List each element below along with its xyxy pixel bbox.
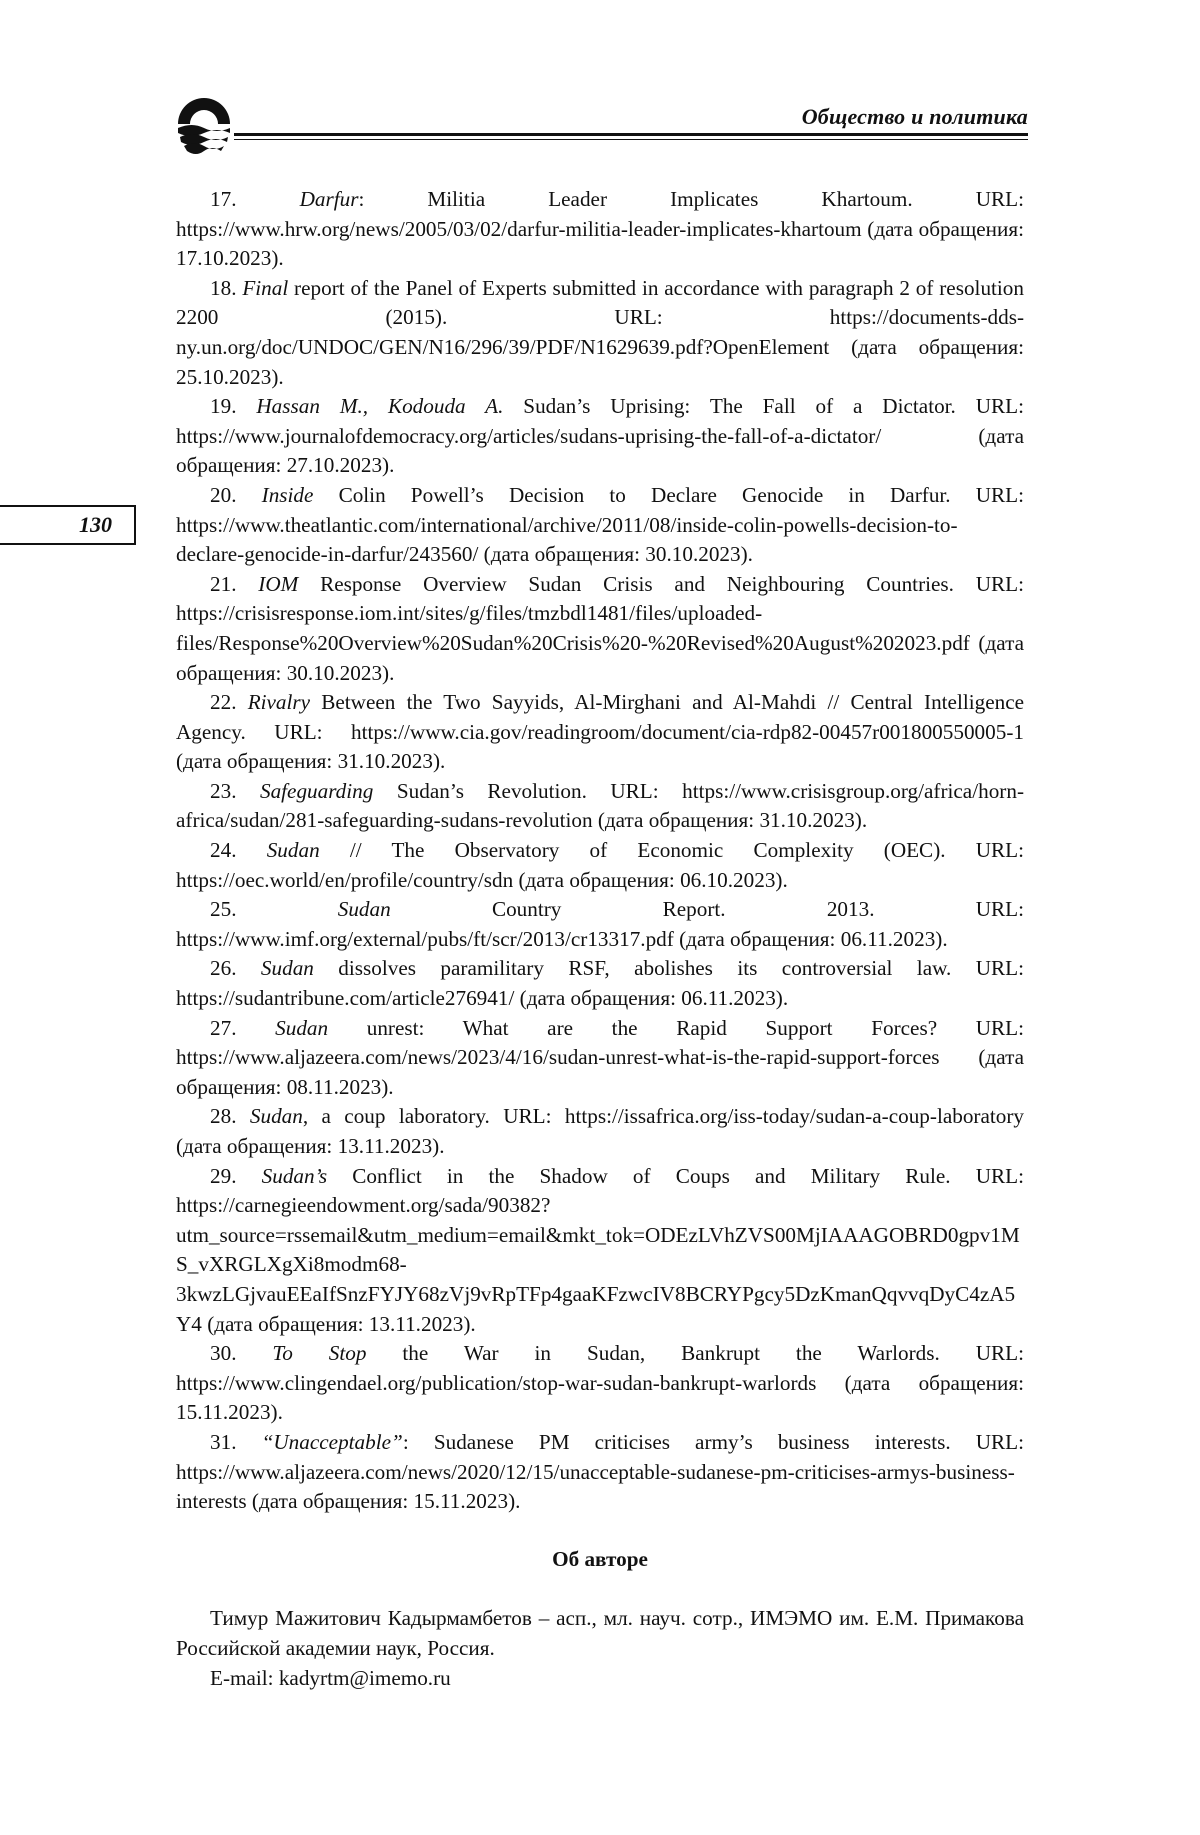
reference-item: [176, 1102, 1024, 1161]
page-number: 130: [0, 505, 136, 545]
reference-item: [176, 895, 1024, 954]
reference-number: 22.: [210, 690, 237, 715]
page-content: [176, 185, 1024, 1693]
reference-number: 19.: [210, 394, 237, 419]
reference-number: 26.: [210, 956, 237, 981]
reference-lead: “Unacceptable”: [261, 1429, 403, 1454]
reference-lead: To Stop: [272, 1341, 367, 1366]
header-rule-thin: [234, 139, 1028, 140]
reference-lead: Hassan M., Kodouda A.: [256, 394, 504, 419]
reference-item: [176, 836, 1024, 895]
reference-text: report of the Panel of Experts submitted in accordance with paragraph 2 of resolution 2200 (2015). URL: https://documents-dds-ny.un.org/doc/UNDOC/GEN/N16/296/39/PDF/N1629639.pdf?OpenElement (дата обращения: 25.10.2023).: [176, 275, 1024, 389]
reference-lead: Sudan: [249, 1104, 303, 1129]
reference-text: the War in Sudan, Bankrupt the Warlords. URL: https://www.clingendael.org/publication/stop-war-sudan-bankrupt-warlords (дата обращения: 15.11.2023).: [176, 1341, 1024, 1425]
reference-number: 31.: [210, 1429, 237, 1454]
reference-item: [176, 392, 1024, 481]
reference-lead: Rivalry: [247, 690, 311, 715]
reference-item: [176, 1162, 1024, 1340]
about-author-text: Тимур Мажитович Кадырмамбетов – асп., мл. науч. сотр., ИМЭМО им. Е.М. Примакова Российской академии наук, Россия.: [176, 1606, 1024, 1660]
reference-number: 23.: [210, 778, 237, 803]
running-title: Общество и политика: [801, 104, 1028, 129]
reference-item: [176, 1339, 1024, 1428]
reference-number: 21.: [210, 571, 237, 596]
reference-list: [176, 185, 1024, 1517]
reference-number: 30.: [210, 1341, 237, 1366]
reference-item: [176, 274, 1024, 392]
reference-lead: Safeguarding: [259, 778, 374, 803]
about-author-email: E-mail: kadyrtm@imemo.ru: [210, 1665, 451, 1690]
reference-text: Sudan’s Revolution. URL: https://www.crisisgroup.org/africa/horn-africa/sudan/281-safeguarding-sudans-revolution (дата обращения: 31.10.2023).: [176, 778, 1024, 833]
reference-lead: IOM: [258, 571, 299, 596]
reference-text: unrest: What are the Rapid Support Forces? URL: https://www.aljazeera.com/news/2023/4/16/sudan-unrest-what-is-the-rapid-support-forces (дата обращения: 08.11.2023).: [176, 1015, 1024, 1099]
reference-lead: Sudan: [275, 1015, 329, 1040]
reference-lead: Sudan’s: [261, 1163, 328, 1188]
reference-text: : Sudanese PM criticises army’s business interests. URL: https://www.aljazeera.com/news/2020/12/15/unacceptable-sudanese-pm-criticises-armys-business-interests (дата обращения: 15.11.2023).: [176, 1429, 1025, 1514]
reference-number: 28.: [210, 1104, 237, 1129]
reference-number: 20.: [210, 482, 237, 507]
reference-number: 17.: [210, 187, 237, 211]
reference-number: 18.: [210, 275, 237, 300]
reference-text: , a coup laboratory. URL: https://issafrica.org/iss-today/sudan-a-coup-laboratory (дата обращения: 13.11.2023).: [176, 1104, 1025, 1158]
reference-number: 25.: [210, 897, 237, 922]
reference-item: [176, 185, 1024, 274]
about-author-heading: Об авторе: [552, 1546, 648, 1571]
reference-number: 24.: [210, 838, 237, 863]
reference-number: 27.: [210, 1015, 237, 1040]
reference-text: Between the Two Sayyids, Al-Mirghani and Al-Mahdi // Central Intelligence Agency. URL: https://www.cia.gov/readingroom/document/cia-rdp82-00457r001800550005-1 (дата обращения: 31.10.2023).: [176, 690, 1025, 774]
reference-lead: Darfur: [299, 187, 359, 211]
header-rule: [234, 133, 1028, 136]
reference-lead: Sudan: [260, 956, 314, 981]
reference-text: // The Observatory of Economic Complexity (OEC). URL: https://oec.world/en/profile/country/sdn (дата обращения: 06.10.2023).: [176, 838, 1025, 892]
reference-text: : Militia Leader Implicates Khartoum. URL: https://www.hrw.org/news/2005/03/02/darfur-militia-leader-implicates-khartoum (дата обращения: 17.10.2023).: [176, 187, 1024, 271]
reference-text: Country Report. 2013. URL: https://www.imf.org/external/pubs/ft/scr/2013/cr13317.pdf (дата обращения: 06.11.2023).: [176, 897, 1024, 951]
reference-item: [176, 481, 1024, 570]
reference-text: Conflict in the Shadow of Coups and Military Rule. URL: https://carnegieendowment.org/sada/90382?utm_source=rssemail&utm_medium=email&mkt_tok=ODEzLVhZVS00MjIAAAGOBRD0gpv1MS_vXRGLXgXi8modm68-3kwzLGjvauEEaIfSnzFYJY68zVj9vRpTFp4gaaKFzwcIV8BCRYPgcy5DzKmanQqvvqDyC4zA5Y4 (дата обращения: 13.11.2023).: [176, 1163, 1024, 1336]
reference-item: [176, 570, 1024, 688]
reference-text: Colin Powell’s Decision to Declare Genocide in Darfur. URL: https://www.theatlantic.com/international/archive/2011/08/inside-colin-powells-decision-to-declare-genocide-in-darfur/243560/ (дата обращения: 30.10.2023).: [176, 482, 1025, 567]
reference-lead: Sudan: [337, 897, 391, 922]
reference-item: [176, 688, 1024, 777]
reference-text: Sudan’s Uprising: The Fall of a Dictator. URL: https://www.journalofdemocracy.org/articles/sudans-uprising-the-fall-of-a-dictator/ (дата обращения: 27.10.2023).: [176, 394, 1024, 478]
reference-text: dissolves paramilitary RSF, abolishes its controversial law. URL: https://sudantribune.com/article276941/ (дата обращения: 06.11.2023).: [176, 956, 1025, 1011]
reference-item: [176, 1014, 1024, 1103]
reference-text: Response Overview Sudan Crisis and Neighbouring Countries. URL: https://crisisresponse.iom.int/sites/g/files/tmzbdl1481/files/uploaded-files/Response%20Overview%20Sudan%20Crisis%20-%20Revised%20August%202023.pdf (дата обращения: 30.10.2023).: [176, 571, 1025, 685]
page-header: [172, 94, 1028, 164]
journal-logo-icon: [172, 94, 236, 160]
reference-lead: Inside: [261, 482, 314, 507]
reference-item: [176, 777, 1024, 836]
reference-item: [176, 954, 1024, 1013]
reference-number: 29.: [210, 1163, 237, 1188]
reference-lead: Final: [242, 275, 289, 300]
reference-item: [176, 1428, 1024, 1517]
reference-lead: Sudan: [266, 838, 320, 863]
